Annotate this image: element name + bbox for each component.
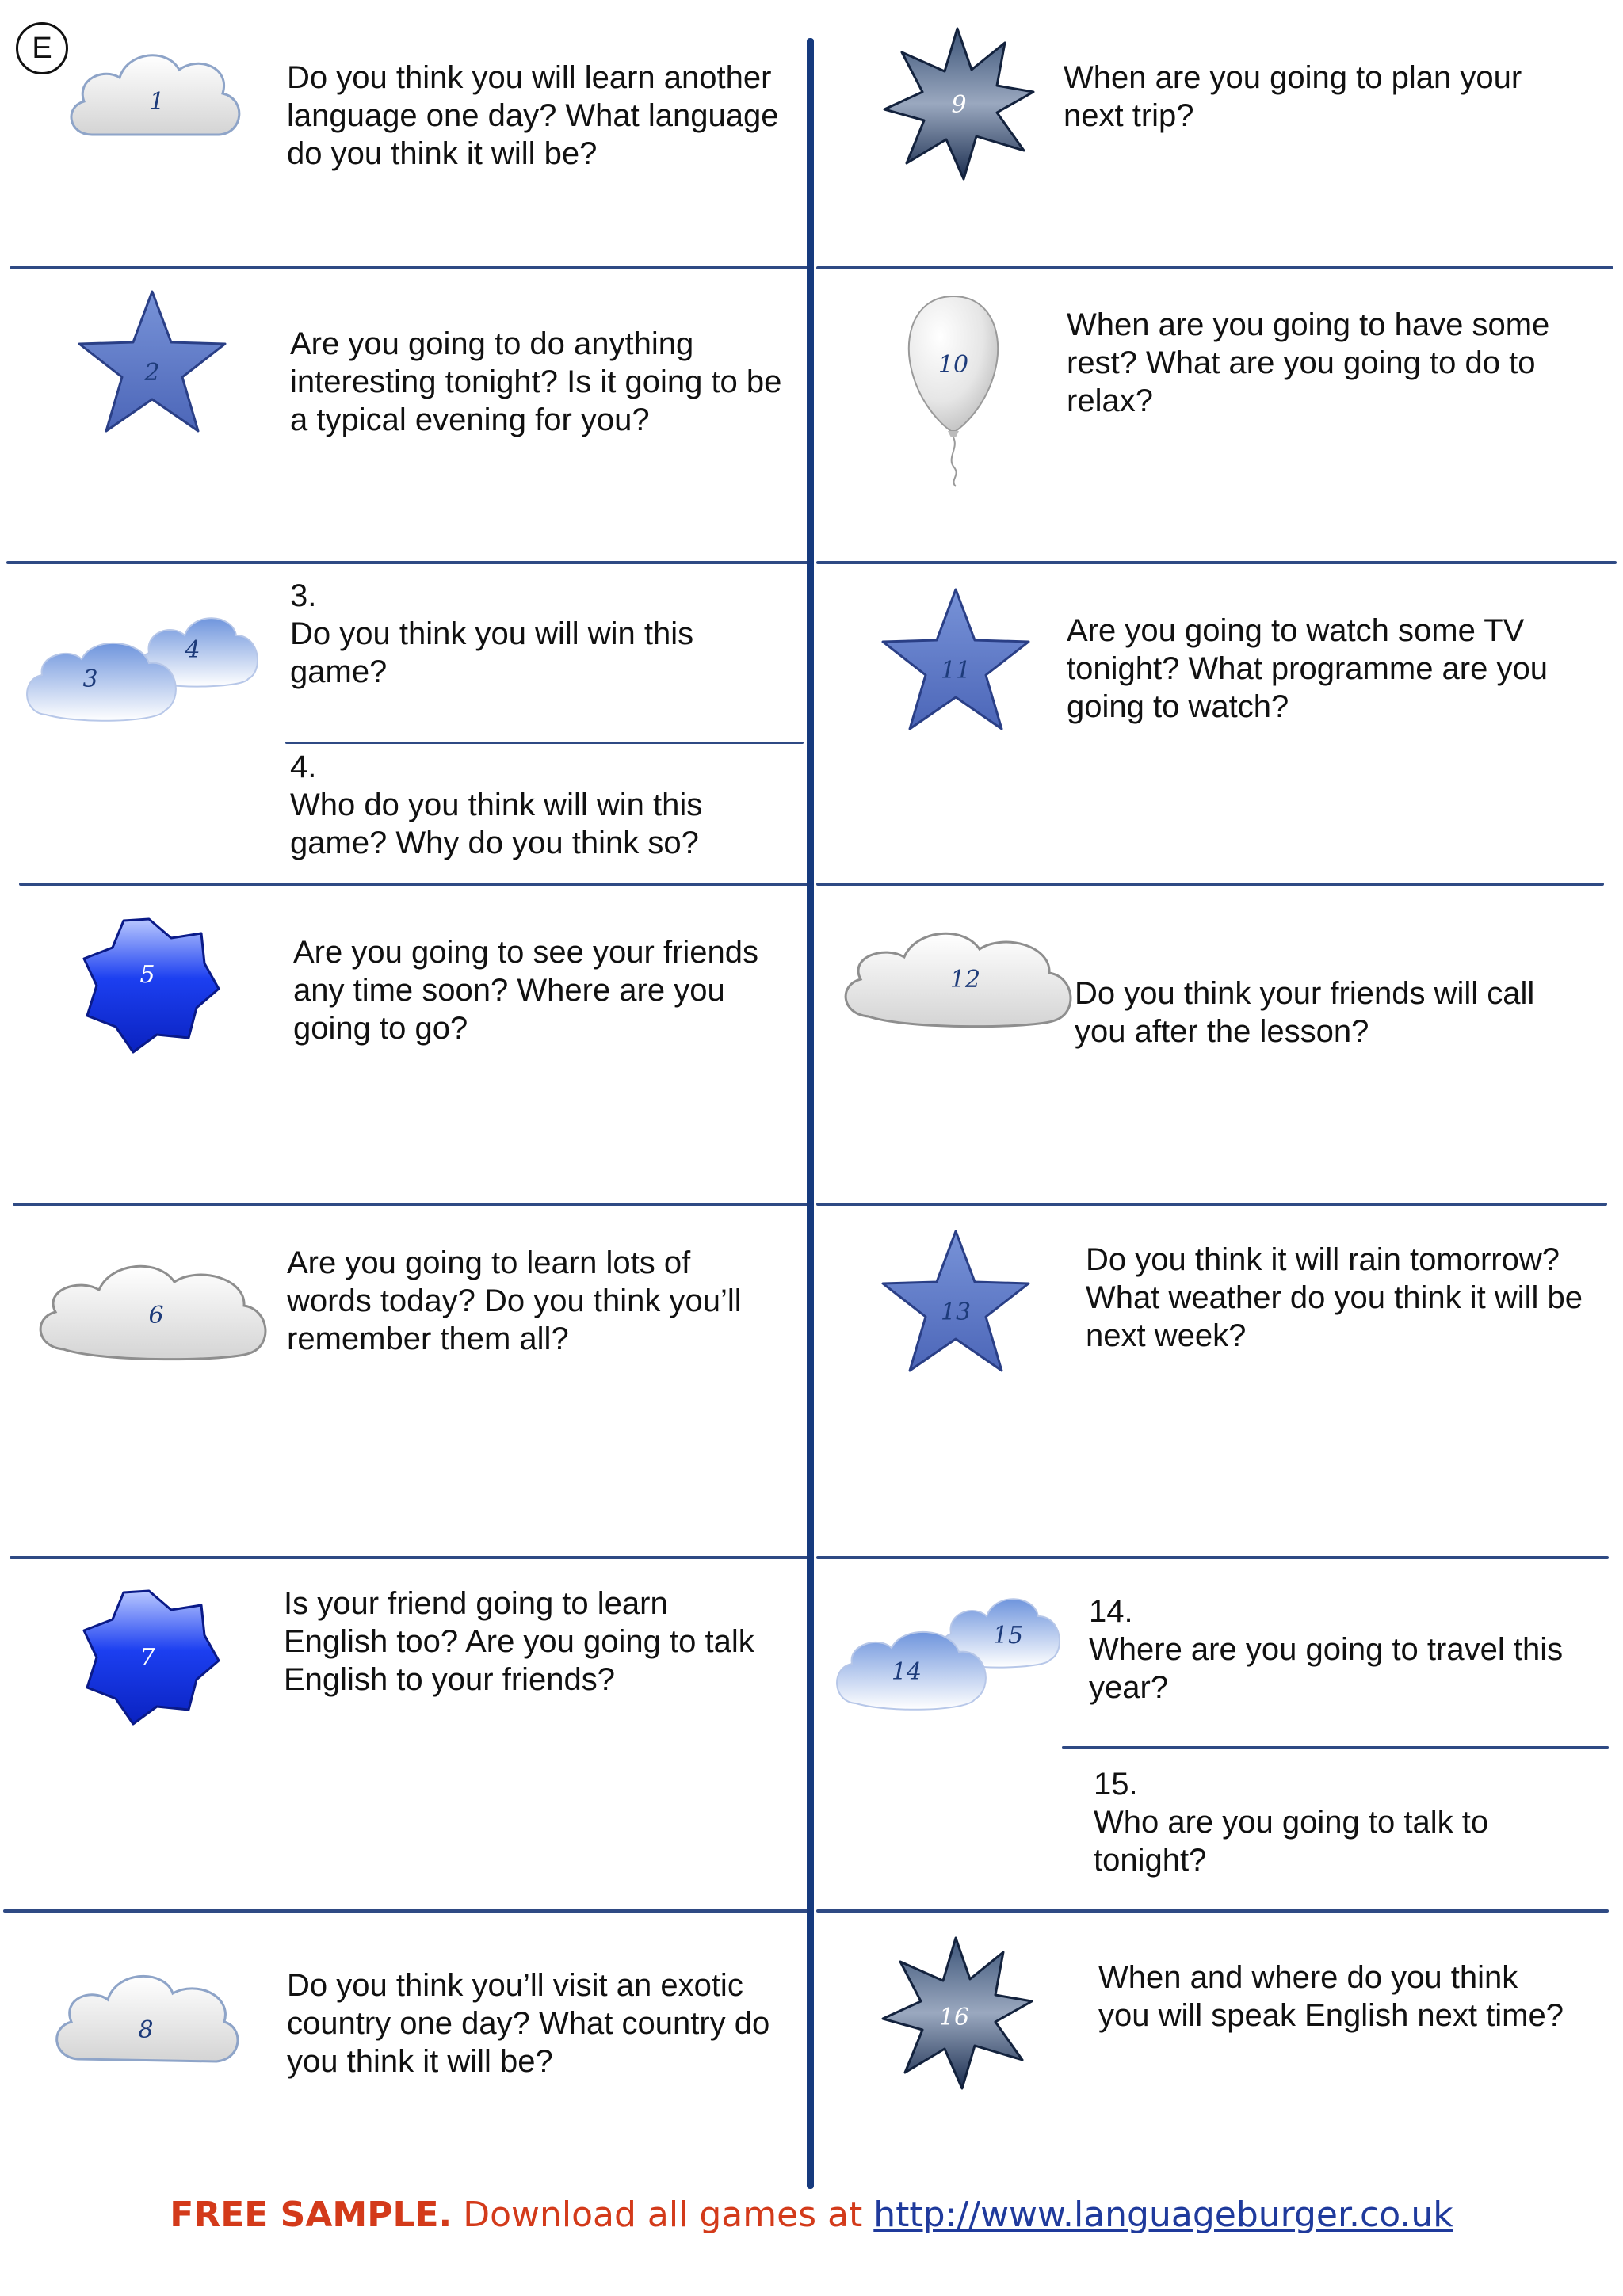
- svg-text:16: 16: [938, 2004, 970, 2031]
- row-divider: [13, 1203, 810, 1206]
- question-10: When are you going to have some rest? What are you going to do to relax?: [1067, 307, 1550, 418]
- row-divider: [816, 561, 1617, 564]
- svg-text:10: 10: [938, 351, 969, 379]
- footer-free-sample: FREE SAMPLE.: [170, 2195, 453, 2235]
- cloud-icon: [60, 40, 250, 158]
- svg-text:3: 3: [82, 666, 98, 693]
- svg-text:14: 14: [891, 1658, 922, 1686]
- double-cloud-icon: [832, 1585, 1078, 1719]
- star-icon: [73, 285, 231, 444]
- seven-point-star-icon: [78, 1585, 220, 1727]
- star-icon: [876, 583, 1035, 742]
- question-2: Are you going to do anything interesting tonight? Is it going to be a typical evening for you?: [290, 326, 782, 437]
- svg-text:4: 4: [185, 636, 200, 664]
- question-12: Do you think your friends will call you after the lesson?: [1075, 976, 1535, 1049]
- question-13: Do you think it will rain tomorrow? What weather do you think it will be next week?: [1086, 1242, 1583, 1353]
- svg-text:7: 7: [139, 1644, 155, 1672]
- double-cloud-icon: [22, 596, 268, 730]
- row-divider: [816, 1909, 1609, 1913]
- question-15: Who are you going to talk to tonight?: [1094, 1805, 1489, 1878]
- cloud-icon: [32, 1242, 277, 1369]
- svg-text:12: 12: [949, 966, 981, 994]
- svg-text:15: 15: [992, 1622, 1024, 1650]
- question-8: Do you think you’ll visit an exotic country one day? What country do you think it will be?: [287, 1968, 770, 2079]
- row-divider: [3, 1909, 810, 1913]
- row-divider: [6, 561, 810, 564]
- question-4: Who do you think will win this game? Why do you think so?: [290, 788, 703, 860]
- question-3: Do you think you will win this game?: [290, 616, 694, 689]
- cloud-icon: [837, 917, 1075, 1036]
- row-divider: [816, 266, 1613, 269]
- question-14: Where are you going to travel this year?: [1089, 1632, 1564, 1705]
- seven-point-star-icon: [78, 913, 220, 1055]
- center-divider: [807, 38, 814, 2189]
- svg-text:1: 1: [149, 88, 165, 116]
- cloud-icon: [46, 1952, 244, 2079]
- sub-divider: [1062, 1746, 1609, 1749]
- question-5: Are you going to see your friends any time soon? Where are you going to go?: [293, 935, 759, 1046]
- svg-text:11: 11: [940, 657, 972, 685]
- footer-download-text: Download all games at: [452, 2195, 874, 2235]
- footer: [0, 2195, 1623, 2235]
- question-15-label: 15.: [1094, 1767, 1138, 1802]
- question-16: When and where do you think you will speak English next time?: [1098, 1960, 1564, 2033]
- footer-website-link[interactable]: http://www.languageburger.co.uk: [873, 2195, 1453, 2235]
- row-divider: [816, 883, 1604, 886]
- question-14-label: 14.: [1089, 1594, 1133, 1629]
- svg-text:9: 9: [951, 91, 967, 119]
- row-divider: [816, 1203, 1607, 1206]
- row-divider: [10, 1556, 810, 1559]
- svg-text:8: 8: [138, 2016, 154, 2044]
- question-7: Is your friend going to learn English too? Are you going to talk English to your friends?: [284, 1586, 754, 1697]
- question-3-label: 3.: [290, 578, 317, 613]
- svg-text:2: 2: [144, 359, 160, 387]
- question-4-label: 4.: [290, 749, 317, 784]
- row-divider: [19, 883, 810, 886]
- question-11: Are you going to watch some TV tonight? What programme are you going to watch?: [1067, 613, 1548, 724]
- burst-star-icon: [876, 1933, 1035, 2092]
- row-divider: [816, 1556, 1609, 1559]
- star-icon: [876, 1225, 1035, 1383]
- svg-text:6: 6: [148, 1302, 164, 1329]
- row-divider: [10, 266, 810, 269]
- worksheet-letter-badge: E: [16, 22, 68, 74]
- sub-divider: [285, 742, 804, 744]
- svg-text:5: 5: [139, 961, 155, 989]
- question-6: Are you going to learn lots of words today? Do you think you’ll remember them all?: [287, 1245, 742, 1356]
- question-1: Do you think you will learn another language one day? What language do you think it will be?: [287, 60, 779, 171]
- balloon-icon: [902, 290, 1005, 488]
- burst-star-icon: [878, 24, 1037, 182]
- svg-text:13: 13: [940, 1299, 972, 1326]
- question-9: When are you going to plan your next trip?: [1064, 60, 1522, 133]
